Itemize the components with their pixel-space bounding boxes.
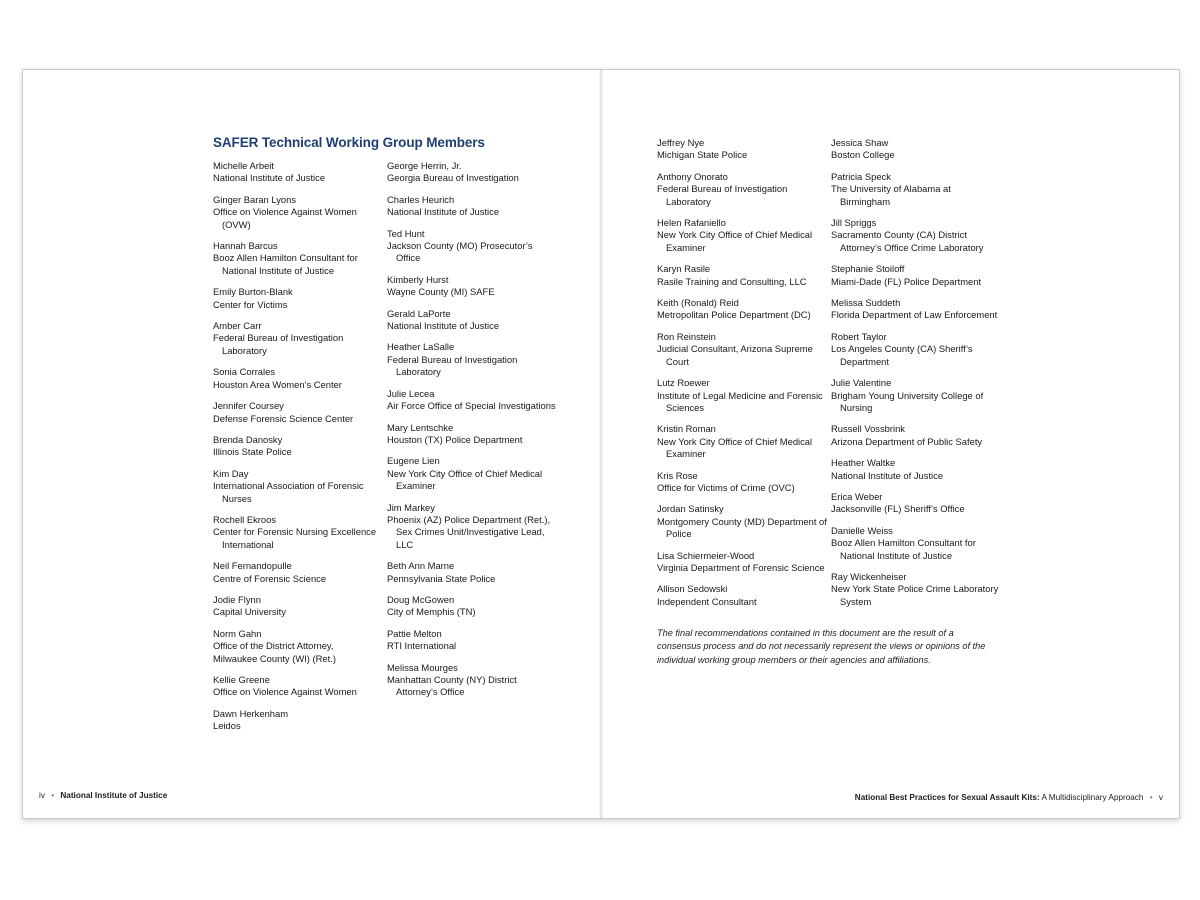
member-entry — [657, 583, 827, 608]
affiliation-line: Georgia Bureau of Investigation — [387, 172, 519, 184]
member-affiliation — [213, 720, 383, 732]
member-affiliation — [387, 573, 557, 585]
member-affiliation — [387, 514, 557, 551]
member-entry — [657, 171, 827, 208]
member-name: Kristin Roman — [657, 423, 716, 435]
member-column-3 — [657, 137, 827, 617]
affiliation-line: RTI International — [387, 640, 457, 652]
member-affiliation — [831, 436, 1001, 448]
member-name: Erica Weber — [831, 490, 883, 502]
member-entry — [213, 160, 383, 185]
member-entry — [213, 560, 383, 585]
member-affiliation — [831, 309, 1001, 321]
member-entry — [213, 674, 383, 699]
member-name: Gerald LaPorte — [387, 307, 451, 319]
member-affiliation — [387, 400, 557, 412]
member-entry — [657, 503, 827, 540]
affiliation-line: International Association of Forensic Nurses — [213, 480, 364, 504]
affiliation-line: Federal Bureau of Investigation Laboratory — [387, 353, 518, 378]
affiliation-line: Federal Bureau of Investigation Laboratory — [657, 183, 788, 207]
member-entry — [387, 594, 557, 619]
member-name: Jordan Satinsky — [657, 503, 724, 515]
page-gutter — [599, 70, 603, 818]
affiliation-line: Jackson County (MO) Prosecutor’s Office — [387, 240, 533, 264]
page-number-right: v — [1158, 793, 1163, 802]
member-affiliation — [213, 413, 383, 425]
member-affiliation — [831, 503, 1001, 515]
affiliation-line: New York City Office of Chief Medical Examiner — [657, 435, 813, 460]
affiliation-line: Brigham Young University College of Nursing — [831, 389, 984, 413]
affiliation-line: Center for Forensic Nursing Excellence International — [213, 526, 377, 550]
member-name: Lisa Schiermeier-Wood — [657, 549, 755, 561]
member-affiliation — [831, 183, 1001, 208]
member-entry — [213, 514, 383, 551]
member-entry — [213, 286, 383, 311]
member-affiliation — [387, 674, 557, 699]
member-entry — [213, 708, 383, 733]
member-entry — [831, 331, 1001, 368]
affiliation-line: New York City Office of Chief Medical Examiner — [387, 467, 543, 492]
member-affiliation — [831, 470, 1001, 482]
member-name: Doug McGowen — [387, 593, 455, 605]
member-entry — [831, 263, 1001, 288]
member-name: Ray Wickenheiser — [831, 570, 907, 582]
affiliation-line: Office on Violence Against Women — [213, 686, 357, 698]
member-entry — [831, 491, 1001, 516]
member-entry — [213, 240, 383, 277]
member-affiliation — [213, 686, 383, 698]
affiliation-line: Metropolitan Police Department (DC) — [657, 309, 811, 321]
member-name: Charles Heurich — [387, 193, 455, 205]
member-affiliation — [831, 149, 1001, 161]
member-affiliation — [387, 206, 557, 218]
affiliation-line: Capital University — [213, 606, 286, 618]
member-affiliation — [657, 343, 827, 368]
member-affiliation — [213, 379, 383, 391]
member-entry — [387, 560, 557, 585]
member-entry — [213, 628, 383, 665]
member-affiliation — [213, 480, 383, 505]
section-heading: SAFER Technical Working Group Members — [213, 135, 485, 150]
footer-right — [855, 793, 1163, 802]
affiliation-line: Office for Victims of Crime (OVC) — [657, 481, 795, 493]
member-entry — [831, 137, 1001, 162]
member-affiliation — [831, 537, 1001, 562]
member-affiliation — [657, 436, 827, 461]
member-name: Jessica Shaw — [831, 137, 889, 148]
affiliation-line: Montgomery County (MD) Department of Police — [657, 515, 827, 540]
member-affiliation — [831, 276, 1001, 288]
member-affiliation — [387, 286, 557, 298]
affiliation-line: Illinois State Police — [213, 446, 292, 458]
member-entry — [831, 525, 1001, 562]
affiliation-line: Los Angeles County (CA) Sheriff’s Department — [831, 343, 973, 367]
affiliation-line: Center for Victims — [213, 298, 288, 310]
affiliation-line: New York City Office of Chief Medical Examiner — [657, 229, 813, 253]
affiliation-line: Rasile Training and Consulting, LLC — [657, 275, 807, 287]
member-affiliation — [657, 229, 827, 254]
member-affiliation — [213, 252, 383, 277]
member-entry — [657, 137, 827, 162]
member-entry — [657, 263, 827, 288]
member-affiliation — [213, 172, 383, 184]
member-entry — [387, 388, 557, 413]
member-entry — [213, 434, 383, 459]
page-number-left: iv — [39, 791, 45, 800]
member-name: Jennifer Coursey — [213, 400, 284, 412]
disclaimer-text: The final recommendations contained in this document are the result of a consensus process and do not necessarily represent the views or opinions of the individual working group members or their agencies and affiliations. — [657, 628, 986, 665]
member-entry — [657, 550, 827, 575]
footer-bullet: • — [51, 791, 55, 800]
member-entry — [213, 594, 383, 619]
member-name: Eugene Lien — [387, 455, 440, 467]
member-name: Dawn Herkenham — [213, 707, 289, 719]
member-affiliation — [657, 482, 827, 494]
member-entry — [213, 400, 383, 425]
affiliation-line: National Institute of Justice — [387, 206, 500, 218]
member-name: Rochell Ekroos — [213, 513, 277, 525]
member-name: Robert Taylor — [831, 330, 887, 342]
member-name: Ted Hunt — [387, 227, 425, 239]
member-name: Beth Ann Marne — [387, 560, 455, 572]
member-name: Pattie Melton — [387, 627, 442, 639]
member-column-1 — [213, 160, 383, 742]
member-affiliation — [657, 516, 827, 541]
member-affiliation — [213, 206, 383, 231]
member-affiliation — [831, 229, 1001, 254]
member-entry — [831, 423, 1001, 448]
affiliation-line: National Institute of Justice — [213, 172, 326, 184]
affiliation-line: Houston Area Women’s Center — [213, 378, 342, 390]
member-name: Ginger Baran Lyons — [213, 193, 297, 205]
member-affiliation — [213, 640, 383, 665]
member-entry — [831, 377, 1001, 414]
affiliation-line: Federal Bureau of Investigation Laboratory — [213, 332, 344, 356]
member-entry — [213, 320, 383, 357]
member-name: Russell Vossbrink — [831, 423, 905, 435]
affiliation-line: Arizona Department of Public Safety — [831, 435, 983, 447]
member-name: Sonia Corrales — [213, 366, 276, 378]
member-affiliation — [657, 183, 827, 208]
member-affiliation — [213, 299, 383, 311]
member-affiliation — [657, 309, 827, 321]
affiliation-line: City of Memphis (TN) — [387, 606, 476, 618]
member-name: Jodie Flynn — [213, 593, 261, 605]
member-name: Kim Day — [213, 467, 249, 479]
member-entry — [387, 308, 557, 333]
affiliation-line: Florida Department of Law Enforcement — [831, 309, 998, 321]
affiliation-line: Boston College — [831, 149, 895, 161]
member-entry — [387, 274, 557, 299]
member-column-4 — [831, 137, 1001, 617]
affiliation-line: Michigan State Police — [657, 149, 748, 161]
affiliation-line: Booz Allen Hamilton Consultant for National Institute of Justice — [213, 252, 358, 276]
affiliation-line: Centre of Forensic Science — [213, 572, 327, 584]
affiliation-line: Office on Violence Against Women (OVW) — [213, 206, 357, 230]
member-name: Kellie Greene — [213, 674, 270, 685]
member-name: Allison Sedowski — [657, 583, 728, 595]
affiliation-line: Houston (TX) Police Department — [387, 433, 523, 445]
member-name: Heather Waltke — [831, 457, 896, 469]
member-name: Jeffrey Nye — [657, 137, 705, 148]
member-entry — [831, 297, 1001, 322]
member-name: Neil Fernandopulle — [213, 560, 292, 572]
affiliation-line: Leidos — [213, 720, 241, 732]
member-entry — [213, 194, 383, 231]
member-name: Michelle Arbeit — [213, 160, 274, 171]
member-name: Keith (Ronald) Reid — [657, 297, 739, 309]
affiliation-line: Institute of Legal Medicine and Forensic Sciences — [657, 389, 823, 413]
member-name: Emily Burton-Blank — [213, 286, 293, 298]
member-affiliation — [387, 606, 557, 618]
member-affiliation — [213, 526, 383, 551]
member-affiliation — [831, 583, 1001, 608]
member-affiliation — [213, 606, 383, 618]
member-entry — [387, 662, 557, 699]
member-entry — [387, 502, 557, 552]
member-entry — [387, 160, 557, 185]
affiliation-line: Wayne County (MI) SAFE — [387, 286, 495, 298]
footer-left — [39, 791, 167, 800]
member-entry — [657, 331, 827, 368]
member-name: Hannah Barcus — [213, 240, 278, 252]
affiliation-line: Phoenix (AZ) Police Department (Ret.), Sex Crimes Unit/Investigative Lead, LLC — [387, 513, 551, 550]
member-name: Anthony Onorato — [657, 170, 728, 182]
member-name: Danielle Weiss — [831, 524, 893, 536]
affiliation-line: Booz Allen Hamilton Consultant for National Institute of Justice — [831, 537, 976, 561]
affiliation-line: National Institute of Justice — [831, 469, 944, 481]
member-affiliation — [657, 562, 827, 574]
member-name: Brenda Danosky — [213, 433, 283, 445]
affiliation-line: Milwaukee County (WI) (Ret.) — [213, 652, 336, 664]
affiliation-line: Pennsylvania State Police — [387, 572, 496, 584]
member-affiliation — [657, 149, 827, 161]
member-entry — [657, 470, 827, 495]
member-entry — [657, 297, 827, 322]
member-affiliation — [387, 354, 557, 379]
member-name: Lutz Roewer — [657, 377, 710, 389]
member-affiliation — [213, 332, 383, 357]
member-affiliation — [387, 320, 557, 332]
affiliation-line: Manhattan County (NY) District Attorney’s Office — [387, 674, 517, 698]
member-affiliation — [657, 276, 827, 288]
member-entry — [831, 217, 1001, 254]
member-entry — [387, 194, 557, 219]
member-name: Melissa Mourges — [387, 661, 458, 673]
member-name: Julie Valentine — [831, 377, 892, 389]
member-entry — [387, 422, 557, 447]
member-name: Jim Markey — [387, 501, 435, 513]
member-affiliation — [387, 640, 557, 652]
footer-bullet: • — [1149, 793, 1153, 802]
member-affiliation — [213, 573, 383, 585]
affiliation-line: Air Force Office of Special Investigations — [387, 400, 556, 412]
member-name: Mary Lentschke — [387, 421, 454, 433]
member-name: Jill Spriggs — [831, 217, 877, 229]
affiliation-line: Independent Consultant — [657, 595, 757, 607]
affiliation-line: The University of Alabama at Birmingham — [831, 183, 951, 207]
affiliation-line: Miami-Dade (FL) Police Department — [831, 275, 982, 287]
footer-doc-title: National Best Practices for Sexual Assault Kits: — [854, 793, 1040, 802]
member-name: Julie Lecea — [387, 387, 435, 399]
affiliation-line: Office of the District Attorney, — [213, 640, 334, 652]
footer-doc-subtitle: A Multidisciplinary Approach — [1041, 793, 1144, 802]
member-affiliation — [657, 390, 827, 415]
member-entry — [387, 628, 557, 653]
member-affiliation — [387, 240, 557, 265]
member-entry — [831, 171, 1001, 208]
member-entry — [387, 228, 557, 265]
member-affiliation — [213, 446, 383, 458]
member-name: George Herrin, Jr. — [387, 160, 462, 171]
member-name: Stephanie Stoiloff — [831, 263, 905, 275]
member-entry — [657, 377, 827, 414]
member-name: Helen Rafaniello — [657, 217, 726, 229]
member-entry — [831, 457, 1001, 482]
member-entry — [387, 455, 557, 492]
affiliation-line: Judicial Consultant, Arizona Supreme Court — [657, 343, 813, 367]
member-name: Heather LaSalle — [387, 341, 455, 353]
affiliation-line: Jacksonville (FL) Sheriff’s Office — [831, 503, 965, 515]
affiliation-line: New York State Police Crime Laboratory System — [831, 583, 999, 607]
member-entry — [657, 217, 827, 254]
affiliation-line: Virginia Department of Forensic Science — [657, 561, 825, 573]
member-affiliation — [387, 434, 557, 446]
member-name: Melissa Suddeth — [831, 297, 901, 309]
member-name: Amber Carr — [213, 320, 262, 332]
member-entry — [657, 423, 827, 460]
affiliation-line: Sacramento County (CA) District Attorney’s Office Crime Laboratory — [831, 229, 984, 253]
document-spread — [22, 69, 1180, 819]
member-name: Patricia Speck — [831, 170, 891, 182]
member-column-2 — [387, 160, 557, 708]
affiliation-line: Defense Forensic Science Center — [213, 412, 354, 424]
member-entry — [387, 341, 557, 378]
member-affiliation — [387, 172, 557, 184]
member-affiliation — [387, 468, 557, 493]
member-name: Norm Gahn — [213, 627, 262, 639]
member-affiliation — [831, 390, 1001, 415]
footer-org-name: National Institute of Justice — [60, 791, 168, 800]
member-affiliation — [831, 343, 1001, 368]
member-entry — [831, 571, 1001, 608]
member-affiliation — [657, 596, 827, 608]
member-entry — [213, 468, 383, 505]
affiliation-line: National Institute of Justice — [387, 320, 500, 332]
member-entry — [213, 366, 383, 391]
member-name: Kris Rose — [657, 469, 698, 481]
member-name: Kimberly Hurst — [387, 273, 449, 285]
member-name: Ron Reinstein — [657, 330, 716, 342]
member-name: Karyn Rasile — [657, 263, 711, 275]
